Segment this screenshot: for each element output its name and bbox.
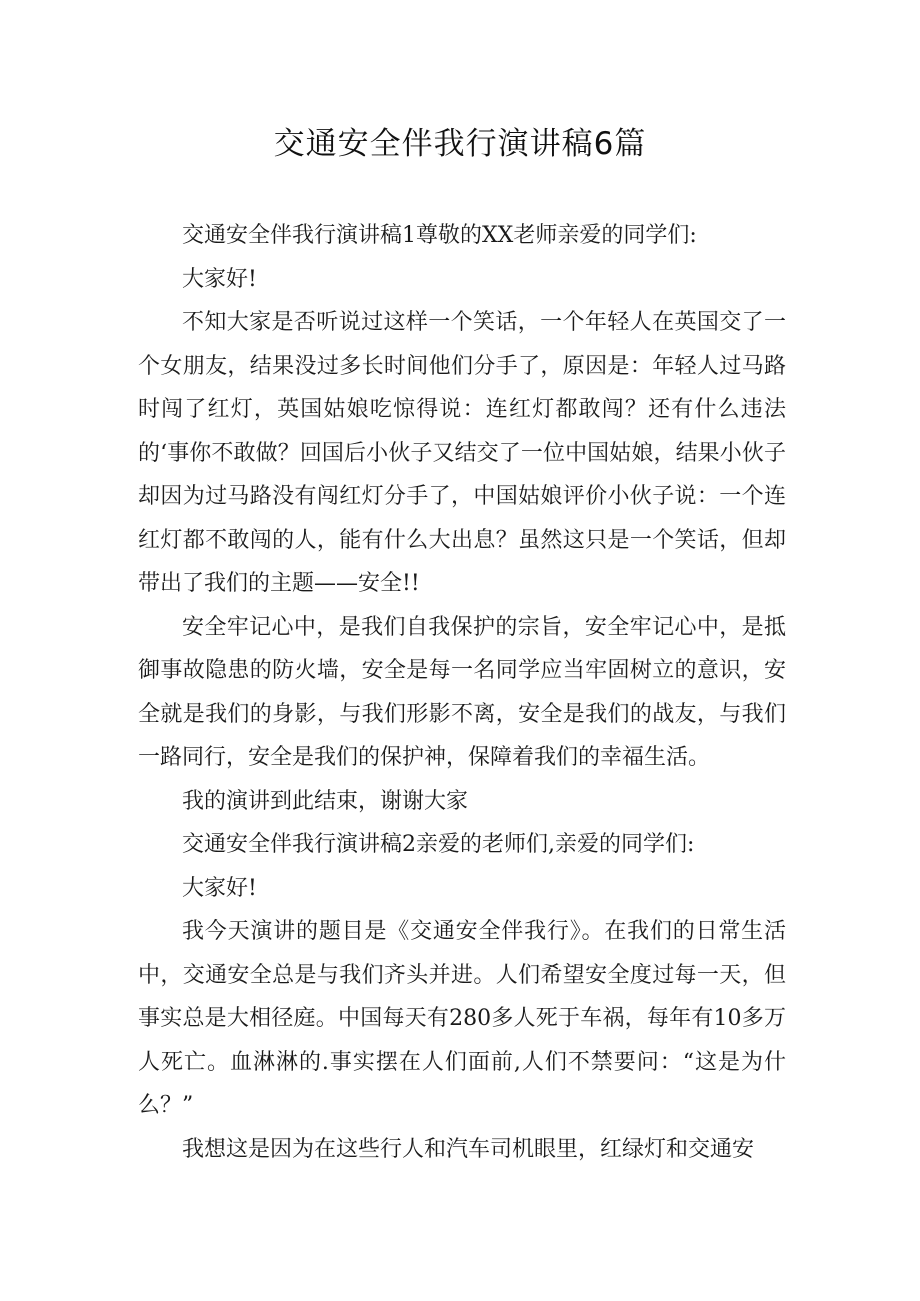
paragraph-joke: 不知大家是否听说过这样一个笑话，一个年轻人在英国交了一个女朋友，结果没过多长时间他们分手了，原因是：年轻人过马路时闯了红灯，英国姑娘吃惊得说：连红灯都敢闯？还有什么违法的‘事你不敢做？回国后小伙子又结交了一位中国姑娘，结果小伙子却因为过马路没有闯红灯分手了，中国姑娘评价小伙子说：一个连红灯都不敢闯的人，能有什么大出息？虽然这只是一个笑话，但却带出了我们的主题——安全!! bbox=[138, 310, 786, 596]
paragraph-speech1-greeting: 交通安全伴我行演讲稿1尊敬的XX老师亲爱的同学们: bbox=[182, 223, 697, 248]
paragraph-speech2-greeting: 交通安全伴我行演讲稿2亲爱的老师们,亲爱的同学们: bbox=[182, 832, 695, 857]
paragraph-closing: 我的演讲到此结束，谢谢大家 bbox=[182, 788, 469, 814]
paragraph-hello-2: 大家好! bbox=[182, 875, 257, 901]
paragraph-topic: 我今天演讲的题目是《交通安全伴我行》。在我们的日常生活中，交通安全总是与我们齐头并进。人们希望安全度过每一天，但事实总是大相径庭。中国每天有280多人死于车祸，每年有10多万人死亡。血淋淋的.事实摆在人们面前,人们不禁要问：“这是为什么？” bbox=[138, 919, 786, 1118]
document-title: 交通安全伴我行演讲稿6篇 bbox=[273, 126, 647, 162]
document-body bbox=[138, 214, 786, 1171]
paragraph-hello: 大家好! bbox=[182, 266, 257, 292]
paragraph-reason: 我想这是因为在这些行人和汽车司机眼里，红绿灯和交通安 bbox=[182, 1136, 755, 1162]
paragraph-safety: 安全牢记心中，是我们自我保护的宗旨，安全牢记心中，是抵御事故隐患的防火墙，安全是每一名同学应当牢固树立的意识，安全就是我们的身影，与我们形影不离，安全是我们的战友，与我们一路同行，安全是我们的保护神，保障着我们的幸福生活。 bbox=[138, 614, 786, 770]
